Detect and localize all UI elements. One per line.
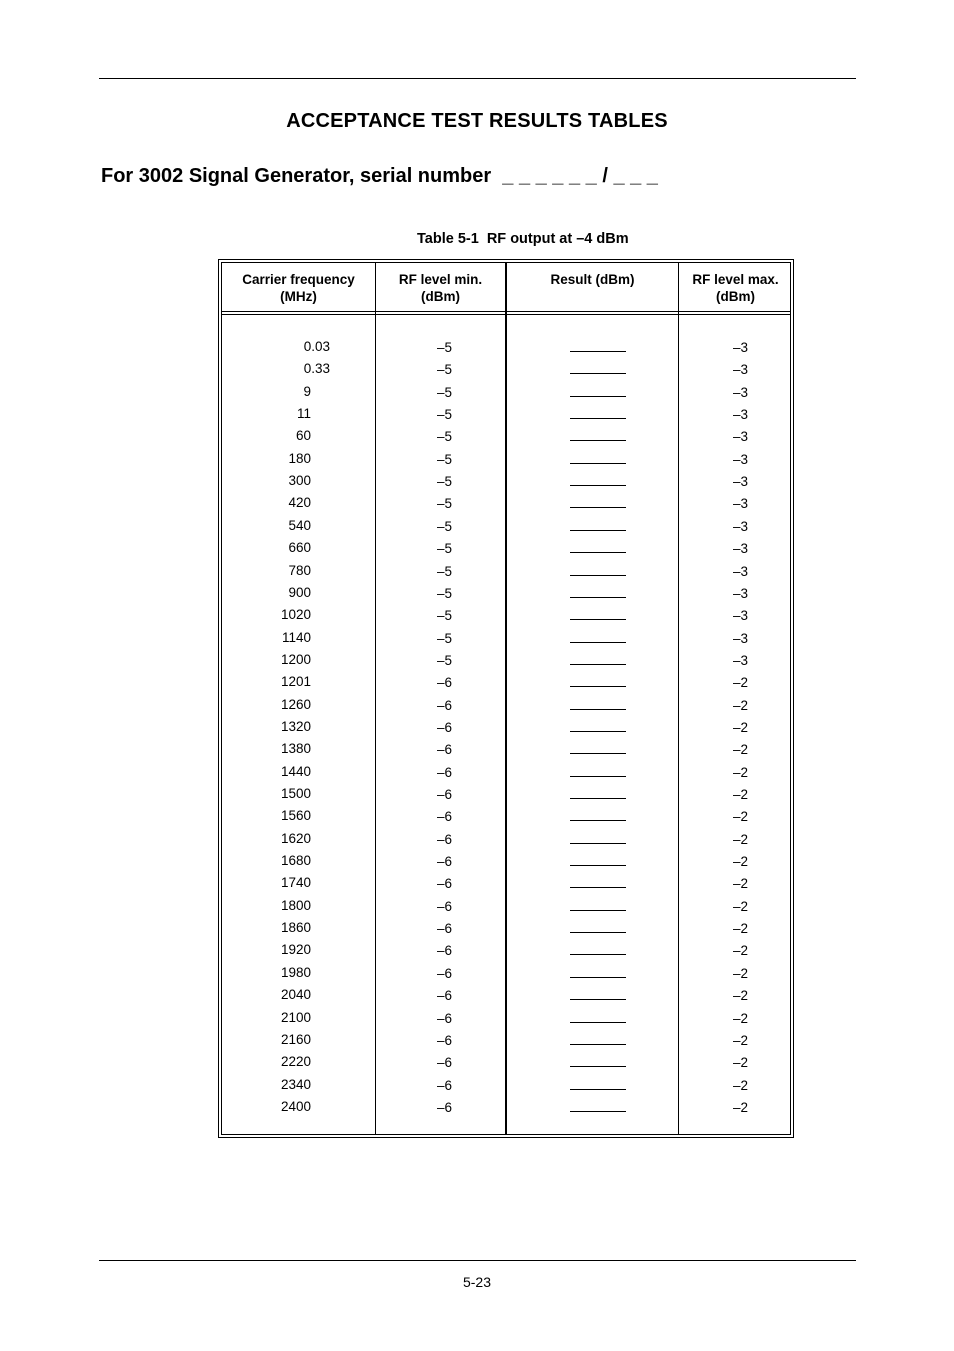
rf-level-min-cell: –5: [437, 362, 453, 378]
rf-level-max-cell: –2: [733, 1077, 749, 1093]
rf-level-max-cell: –2: [733, 697, 749, 713]
rf-level-max-cell: –2: [733, 1099, 749, 1115]
rf-level-min-cell: –6: [437, 1077, 453, 1093]
rf-level-max-cell: –3: [733, 429, 749, 445]
carrier-frequency-column: [222, 263, 375, 1134]
result-entry-blank[interactable]: [570, 1066, 626, 1067]
carrier-frequency-cell: 1680: [280, 853, 311, 869]
rf-level-max-column: [679, 263, 792, 1134]
result-entry-blank[interactable]: [570, 954, 626, 955]
carrier-frequency-cell: 2040: [280, 987, 311, 1003]
rf-level-max-cell: –2: [733, 1055, 749, 1071]
result-entry-blank[interactable]: [570, 977, 626, 978]
rf-level-min-cell: –5: [437, 407, 453, 423]
result-entry-blank[interactable]: [570, 373, 626, 374]
rf-level-max-cell: –2: [733, 988, 749, 1004]
rf-level-min-column: [376, 263, 505, 1134]
carrier-frequency-cell: 780: [288, 562, 311, 578]
carrier-frequency-cell: 1740: [280, 875, 311, 891]
carrier-frequency-cell: 1620: [280, 830, 311, 846]
table-caption: Table 5-1 RF output at –4 dBm: [417, 231, 629, 247]
rf-level-min-cell: –5: [437, 474, 453, 490]
bottom-rule: [99, 1260, 856, 1261]
result-entry-blank[interactable]: [570, 507, 626, 508]
carrier-frequency-cell: 900: [288, 584, 311, 600]
carrier-frequency-cell: 60: [295, 428, 311, 444]
carrier-frequency-cell: 1201: [280, 674, 311, 690]
result-entry-blank[interactable]: [570, 552, 626, 553]
carrier-frequency-cell: 2100: [280, 1009, 311, 1025]
rf-level-max-cell: –2: [733, 719, 749, 735]
carrier-frequency-cell: 180: [288, 450, 311, 466]
rf-level-min-cell: –6: [437, 675, 453, 691]
result-entry-blank[interactable]: [570, 999, 626, 1000]
rf-level-max-cell: –3: [733, 585, 749, 601]
carrier-frequency-cell: 1140: [281, 629, 311, 645]
rf-level-min-cell: –6: [437, 719, 453, 735]
carrier-frequency-cell: 1380: [280, 741, 311, 757]
result-entry-blank[interactable]: [570, 664, 626, 665]
result-entry-blank[interactable]: [570, 1044, 626, 1045]
rf-level-min-cell: –6: [437, 809, 453, 825]
rf-level-max-cell: –2: [733, 921, 749, 937]
rf-level-max-cell: –3: [733, 608, 749, 624]
result-entry-blank[interactable]: [570, 843, 626, 844]
carrier-frequency-cell: 420: [288, 495, 311, 511]
header-rf-level-min: RF level min. (dBm): [398, 272, 483, 304]
rf-level-max-cell: –2: [733, 943, 749, 959]
result-entry-blank[interactable]: [570, 887, 626, 888]
rf-level-min-cell: –5: [437, 585, 453, 601]
rf-level-max-cell: –2: [733, 831, 749, 847]
result-entry-blank[interactable]: [570, 1111, 626, 1112]
result-entry-blank[interactable]: [570, 820, 626, 821]
rf-level-min-cell: –6: [437, 697, 453, 713]
carrier-frequency-cell: 660: [288, 540, 311, 556]
rf-level-min-cell: –5: [437, 384, 453, 400]
result-entry-blank[interactable]: [570, 418, 626, 419]
rf-level-max-cell: –2: [733, 675, 749, 691]
top-rule: [99, 78, 856, 79]
page-number: 5-23: [462, 1274, 492, 1290]
rf-level-min-cell: –5: [437, 518, 453, 534]
carrier-frequency-cell: 300: [288, 473, 311, 489]
carrier-frequency-cell: 540: [288, 517, 311, 533]
rf-level-min-cell: –6: [437, 854, 453, 870]
rf-level-min-cell: –6: [437, 965, 453, 981]
result-entry-blank[interactable]: [570, 686, 626, 687]
result-entry-blank[interactable]: [570, 709, 626, 710]
rf-level-min-cell: –6: [437, 1055, 453, 1071]
rf-level-max-cell: –2: [733, 1010, 749, 1026]
rf-level-max-cell: –3: [733, 362, 749, 378]
result-entry-blank[interactable]: [570, 530, 626, 531]
rf-level-min-cell: –6: [437, 921, 453, 937]
result-entry-blank[interactable]: [570, 753, 626, 754]
rf-level-max-cell: –2: [733, 787, 749, 802]
rf-level-min-cell: –5: [437, 608, 453, 624]
rf-level-min-cell: –6: [437, 831, 453, 847]
rf-level-max-cell: –2: [733, 742, 749, 758]
carrier-frequency-cell: 0.03: [303, 339, 330, 354]
rf-level-min-cell: –6: [437, 1032, 453, 1048]
result-entry-blank[interactable]: [570, 396, 626, 397]
serial-number-line: For 3002 Signal Generator, serial number _ _ _ _ _ _ / _ _ _: [101, 165, 658, 187]
rf-level-min-cell: –5: [437, 340, 453, 355]
rf-level-max-cell: –2: [733, 854, 749, 870]
rf-level-max-cell: –2: [733, 876, 749, 892]
rf-level-min-cell: –6: [437, 943, 453, 959]
result-entry-blank[interactable]: [570, 731, 626, 732]
rf-level-min-cell: –5: [437, 541, 453, 557]
result-entry-blank[interactable]: [570, 932, 626, 933]
carrier-frequency-cell: 1980: [280, 964, 311, 980]
carrier-frequency-cell: 9: [303, 383, 311, 399]
result-entry-blank[interactable]: [570, 485, 626, 486]
header-result: Result (dBm): [550, 272, 635, 287]
carrier-frequency-cell: 1440: [280, 763, 311, 779]
rf-level-min-cell: –6: [437, 876, 453, 892]
result-entry-blank[interactable]: [570, 619, 626, 620]
carrier-frequency-cell: 1800: [280, 897, 311, 913]
rf-level-min-cell: –6: [437, 787, 453, 802]
carrier-frequency-cell: 1020: [280, 607, 311, 623]
result-entry-blank[interactable]: [570, 440, 626, 441]
rf-level-max-cell: –2: [733, 809, 749, 825]
rf-level-max-cell: –3: [733, 451, 749, 467]
rf-level-min-cell: –6: [437, 764, 453, 780]
rf-level-min-cell: –5: [437, 429, 453, 445]
header-carrier-frequency: Carrier frequency (MHz): [242, 272, 355, 304]
carrier-frequency-cell: 11: [296, 406, 311, 422]
rf-level-min-cell: –5: [437, 652, 453, 668]
rf-level-max-cell: –2: [733, 898, 749, 914]
carrier-frequency-cell: 1260: [280, 696, 311, 712]
carrier-frequency-cell: 1500: [280, 786, 311, 801]
rf-level-max-cell: –2: [733, 764, 749, 780]
rf-level-min-cell: –5: [437, 451, 453, 467]
carrier-frequency-cell: 1920: [280, 942, 311, 958]
results-table: [218, 259, 794, 1138]
rf-level-max-cell: –2: [733, 1032, 749, 1048]
carrier-frequency-cell: 2400: [280, 1098, 311, 1114]
result-entry-blank[interactable]: [570, 351, 626, 352]
rf-level-max-cell: –3: [733, 340, 749, 355]
carrier-frequency-cell: 1560: [280, 808, 311, 824]
rf-level-max-cell: –3: [733, 541, 749, 557]
rf-level-max-cell: –3: [733, 496, 749, 512]
carrier-frequency-cell: 1200: [280, 651, 311, 667]
rf-level-min-cell: –5: [437, 563, 453, 579]
result-entry-blank[interactable]: [570, 910, 626, 911]
rf-level-max-cell: –3: [733, 518, 749, 534]
rf-level-max-cell: –3: [733, 384, 749, 400]
page-heading: ACCEPTANCE TEST RESULTS TABLES: [286, 110, 668, 132]
carrier-frequency-cell: 1860: [280, 920, 311, 936]
rf-level-min-cell: –6: [437, 988, 453, 1004]
rf-level-max-cell: –3: [733, 474, 749, 490]
result-entry-blank[interactable]: [570, 776, 626, 777]
carrier-frequency-cell: 0.33: [303, 361, 330, 377]
rf-level-min-cell: –6: [437, 898, 453, 914]
result-entry-blank[interactable]: [570, 798, 626, 799]
result-column: [507, 263, 678, 1134]
rf-level-max-cell: –3: [733, 630, 749, 646]
rf-level-min-cell: –5: [437, 496, 453, 512]
result-entry-blank[interactable]: [570, 597, 626, 598]
carrier-frequency-cell: 2220: [280, 1054, 311, 1070]
result-entry-blank[interactable]: [570, 575, 626, 576]
result-entry-blank[interactable]: [570, 865, 626, 866]
carrier-frequency-cell: 2340: [280, 1076, 311, 1092]
rf-level-max-cell: –3: [733, 652, 749, 668]
carrier-frequency-cell: 2160: [280, 1031, 311, 1047]
rf-level-min-cell: –5: [437, 630, 453, 646]
rf-level-max-cell: –3: [733, 407, 749, 423]
rf-level-min-cell: –6: [437, 1099, 453, 1115]
rf-level-min-cell: –6: [437, 1010, 453, 1026]
rf-level-max-cell: –2: [733, 965, 749, 981]
rf-level-max-cell: –3: [733, 563, 749, 579]
result-entry-blank[interactable]: [570, 642, 626, 643]
result-entry-blank[interactable]: [570, 463, 626, 464]
carrier-frequency-cell: 1320: [280, 718, 311, 734]
rf-level-min-cell: –6: [437, 742, 453, 758]
result-entry-blank[interactable]: [570, 1089, 626, 1090]
result-entry-blank[interactable]: [570, 1022, 626, 1023]
table-inner-border: [221, 262, 791, 1135]
header-rf-level-max: RF level max. (dBm): [692, 272, 779, 304]
